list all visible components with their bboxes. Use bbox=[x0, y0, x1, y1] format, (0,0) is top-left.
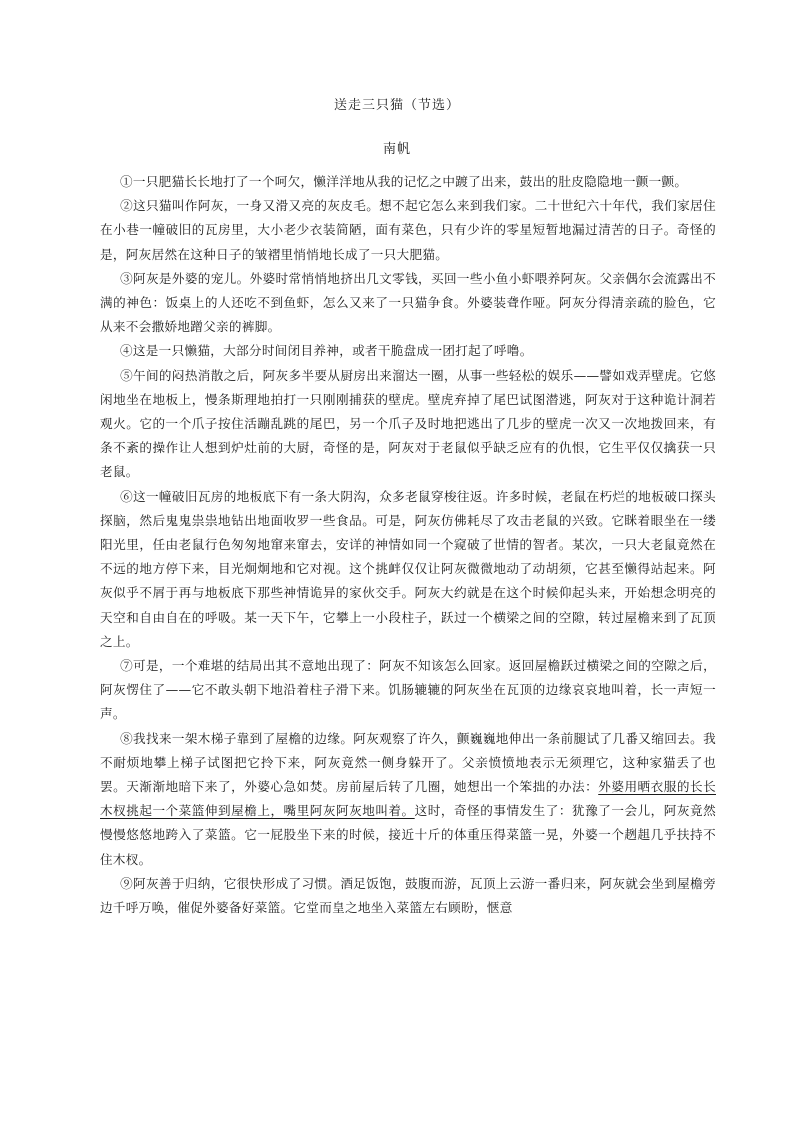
paragraph-2 bbox=[100, 194, 716, 267]
paragraph-1 bbox=[100, 170, 716, 194]
paragraph-text: ⑥这一幢破旧瓦房的地板底下有一条大阴沟，众多老鼠穿梭往返。许多时候，老鼠在朽烂的地板破口探头探脑，然后鬼鬼祟祟地钻出地面收罗一些食品。可是，阿灰仿佛耗尽了攻击老鼠的兴致。它眯着眼坐在一缕阳光里，任由老鼠行色匆匆地窜来窜去，安详的神情如同一个窥破了世情的智者。某次，一只大老鼠竟然在不远的地方停下来，目光炯炯地和它对视。这个挑衅仅仅让阿灰微微地动了动胡须，它甚至懒得站起来。阿灰似乎不屑于再与地板底下那些神情诡异的家伙交手。阿灰大约就是在这个时候仰起头来，开始想念明亮的天空和自由自在的呼吸。某一天下午，它攀上一小段柱子，跃过一个横梁之间的空隙，转过屋檐来到了瓦顶之上。 bbox=[100, 488, 716, 649]
paragraph-5 bbox=[100, 364, 716, 485]
paragraph-text: ②这只猫叫作阿灰，一身又滑又亮的灰皮毛。想不起它怎么来到我们家。二十世纪六十年代，我们家居住在小巷一幢破旧的瓦房里，大小老少衣装简陋，面有菜色，只有少许的零星短暂地漏过清苦的日子。奇怪的是，阿灰居然在这种日子的皱褶里悄悄地长成了一只大肥猫。 bbox=[100, 198, 716, 262]
paragraph-8 bbox=[100, 727, 716, 872]
paragraph-text: ①一只肥猫长长地打了一个呵欠，懒洋洋地从我的记忆之中踱了出来，鼓出的肚皮隐隐地一颤一颤。 bbox=[120, 174, 688, 189]
paragraph-text: 这时，奇怪的事情发生了：犹豫了一会儿，阿灰竟然慢慢悠悠地跨入了菜篮。它一屁股坐下来的时候，接近十斤的体重压得菜篮一晃，外婆一个趔趄几乎扶持不住木杈。 bbox=[100, 803, 717, 867]
paragraph-text: ③阿灰是外婆的宠儿。外婆时常悄悄地挤出几文零钱，买回一些小鱼小虾喂养阿灰。父亲偶尔会流露出不满的神色：饭桌上的人还吃不到鱼虾，怎么又来了一只猫争食。外婆装聋作哑。阿灰分得清亲疏的脸色，它从来不会撒娇地蹭父亲的裤脚。 bbox=[100, 270, 716, 335]
paragraph-3 bbox=[100, 267, 716, 340]
paragraph-9 bbox=[100, 872, 716, 920]
paragraph-6 bbox=[100, 485, 716, 654]
paragraph-text: ⑧我找来一架木梯子靠到了屋檐的边缘。阿灰观察了许久，颤巍巍地伸出一条前腿试了几番又缩回去。我不耐烦地攀上梯子试图把它拎下来，阿灰竟然一侧身躲开了。父亲愤愤地表示无须理它，这种家猫丢了也罢。天渐渐地暗下来了，外婆心急如焚。房前屋后转了几圈，她想出一个笨拙的办法： bbox=[100, 730, 716, 795]
paragraph-text: ④这是一只懒猫，大部分时间闭目养神，或者干脆盘成一团打起了呼噜。 bbox=[120, 343, 533, 359]
article-author: 南帆 bbox=[382, 142, 411, 157]
underlined-sentence: 外婆用晒衣服的长长木杈挑起一个菜篮伸到屋檐上，嘴里阿灰阿灰地叫着。 bbox=[100, 779, 716, 819]
paragraph-text: ⑦可是，一个难堪的结局出其不意地出现了：阿灰不知该怎么回家。返回屋檐跃过横梁之间的空隙之后，阿灰愣住了——它不敢头朝下地沿着柱子滑下来。饥肠辘辘的阿灰坐在瓦顶的边缘哀哀地叫着，长一声短一声。 bbox=[100, 658, 716, 722]
paragraph-text: ⑤午间的闷热消散之后，阿灰多半要从厨房出来溜达一圈，从事一些轻松的娱乐——譬如戏弄壁虎。它悠闲地坐在地板上，慢条斯理地拍打一只刚刚捕获的壁虎。壁虎弃掉了尾巴试图潜逃，阿灰对于这种诡计洞若观火。它的一个爪子按住活蹦乱跳的尾巴，另一个爪子及时地把逃出了几步的壁虎一次又一次地拨回来，有条不紊的操作让人想到炉灶前的大厨，奇怪的是，阿灰对于老鼠似乎缺乏应有的仇恨，它生平仅仅擒获一只老鼠。 bbox=[100, 367, 716, 480]
article-body bbox=[100, 170, 716, 920]
paragraph-text: ⑨阿灰善于归纳，它很快形成了习惯。酒足饭饱，鼓腹而游，瓦顶上云游一番归来，阿灰就会坐到屋檐旁边千呼万唤，催促外婆备好菜篮。它堂而皇之地坐入菜篮左右顾盼，惬意 bbox=[100, 875, 716, 916]
paragraph-7 bbox=[100, 654, 716, 727]
paragraph-4 bbox=[100, 339, 716, 363]
article-title: 送走三只猫（节选） bbox=[333, 98, 460, 113]
